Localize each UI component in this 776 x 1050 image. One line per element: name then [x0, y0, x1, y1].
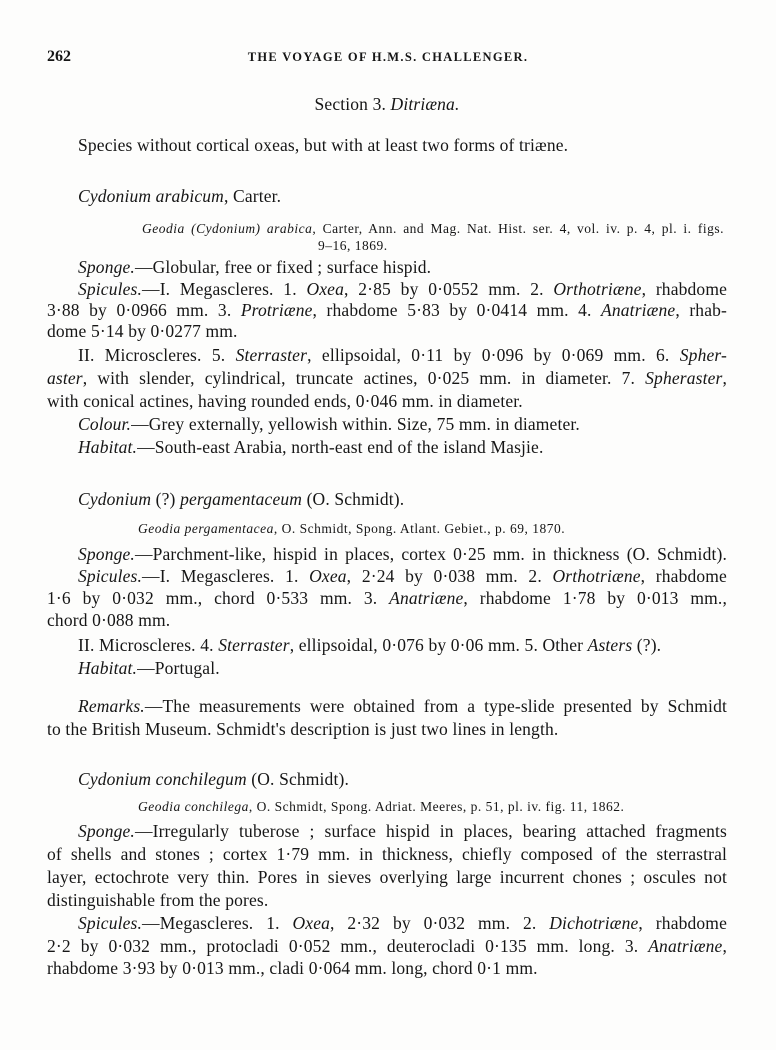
text-run: —Globular, free or fixed ; surface hispid.	[134, 257, 432, 277]
italic-term: Orthotriæne	[552, 566, 641, 586]
italic-term: Habitat.	[78, 437, 138, 457]
text-run: , rhabdome	[641, 279, 727, 299]
species-name	[47, 768, 727, 790]
italic-term: Spher-	[679, 345, 727, 365]
italic-term: Remarks.	[78, 696, 145, 716]
italic-term: Asters	[587, 635, 633, 655]
microscleres-description-line	[47, 367, 727, 389]
sponge-description-line	[47, 843, 727, 865]
italic-term: Habitat.	[78, 658, 138, 678]
text-run: to the British Museum. Schmidt's description is just two lines in length.	[47, 719, 559, 739]
colour-description	[47, 413, 727, 435]
text-run: , with slender, cylindrical, truncate actines, 0·025 mm. in diameter. 7.	[82, 368, 646, 388]
italic-term: Anatriæne	[389, 588, 464, 608]
text-run: II. Microscleres. 4.	[78, 635, 219, 655]
spicules-description-line	[47, 609, 727, 631]
text-run: (O. Schmidt).	[246, 769, 349, 789]
italic-term: Sponge.	[78, 257, 135, 277]
text-run: dome 5·14 by 0·0277 mm.	[47, 321, 238, 341]
italic-term: Oxea	[306, 279, 344, 299]
italic-term: Dichotriæne	[549, 913, 639, 933]
text-run: —Grey externally, yellowish within. Size, 75 mm. in diameter.	[131, 414, 580, 434]
text-run: ,	[722, 368, 727, 388]
text-run: —Parchment-like, hispid in places, cortex 0·25 mm. in thickness (O. Schmidt).	[134, 544, 727, 564]
text-run: chord 0·088 mm.	[47, 610, 171, 630]
text-run: —The measurements were obtained from a type-slide presented by Schmidt	[144, 696, 727, 716]
text-run: , rhab-	[675, 300, 727, 320]
microscleres-description-line	[47, 344, 727, 366]
spicules-description-line	[47, 957, 727, 979]
text-run: , rhabdome 5·83 by 0·0414 mm. 4.	[312, 300, 602, 320]
sponge-description-line	[47, 820, 727, 842]
microscleres-description-line	[47, 390, 727, 412]
text-run: 3·88 by 0·0966 mm. 3.	[47, 300, 241, 320]
spicules-description-line	[47, 299, 727, 321]
italic-term: Protriæne	[240, 300, 313, 320]
italic-term: Spicules.	[78, 913, 143, 933]
text-run: , 2·24 by 0·038 mm. 2.	[346, 566, 553, 586]
italic-term: Oxea	[292, 913, 331, 933]
sponge-description-line	[47, 889, 727, 911]
habitat-description	[47, 657, 727, 679]
text-run: (?).	[632, 635, 662, 655]
italic-term: aster	[47, 368, 83, 388]
italic-term: Spheraster	[645, 368, 723, 388]
text-run: with conical actines, having rounded ends, 0·046 mm. in diameter.	[47, 391, 523, 411]
synonymy-citation-line	[138, 798, 624, 815]
italic-term: Cydonium arabicum	[78, 186, 224, 206]
italic-term: Cydonium conchilegum	[78, 769, 247, 789]
text-run: 1·6 by 0·032 mm., chord 0·533 mm. 3.	[47, 588, 390, 608]
habitat-description	[47, 436, 727, 458]
synonymy-citation-line	[138, 520, 565, 537]
text-run: rhabdome 3·93 by 0·013 mm., cladi 0·064 mm. long, chord 0·1 mm.	[47, 958, 538, 978]
italic-term: Sponge.	[78, 544, 135, 564]
italic-term: Sterraster	[218, 635, 290, 655]
text-run: (O. Schmidt).	[302, 489, 405, 509]
italic-term: Geodia conchilega	[138, 799, 249, 814]
text-run: —Irregularly tuberose ; surface hispid in places, bearing attached fragments	[134, 821, 727, 841]
text-run: , rhabdome 1·78 by 0·013 mm.,	[463, 588, 727, 608]
text-run: Section 3.	[314, 94, 391, 114]
remarks-line	[47, 718, 727, 740]
text-run: distinguishable from the pores.	[47, 890, 269, 910]
text-run: ,	[722, 936, 727, 956]
text-run: of shells and stones ; cortex 1·79 mm. in thickness, chiefly composed of the sterrastral	[47, 844, 727, 864]
spicules-description-line	[47, 565, 727, 587]
text-run: , O. Schmidt, Spong. Atlant. Gebiet., p. 69, 1870.	[273, 521, 566, 536]
text-run: , ellipsoidal, 0·076 by 0·06 mm. 5. Other	[289, 635, 588, 655]
text-run: , ellipsoidal, 0·11 by 0·096 by 0·069 mm. 6.	[307, 345, 680, 365]
italic-term: Geodia pergamentacea	[138, 521, 274, 536]
spicules-description-line	[47, 320, 727, 342]
spicules-description-line	[47, 935, 727, 957]
page-number: 262	[47, 48, 71, 65]
sponge-description	[47, 543, 727, 565]
sponge-description-line	[47, 866, 727, 888]
italic-term: Spicules.	[78, 566, 143, 586]
italic-term: Geodia (Cydonium) arabica	[142, 221, 313, 236]
sponge-description	[47, 256, 727, 278]
text-run: —I. Megascleres. 1.	[142, 279, 307, 299]
italic-term: Sterraster	[235, 345, 308, 365]
italic-term: Colour.	[78, 414, 132, 434]
text-run: , rhabdome	[640, 566, 727, 586]
text-run: II. Microscleres. 5.	[78, 345, 236, 365]
text-run: , rhabdome	[638, 913, 727, 933]
text-run: —Portugal.	[137, 658, 220, 678]
text-run: , 2·85 by 0·0552 mm. 2.	[344, 279, 554, 299]
text-run: —I. Megascleres. 1.	[142, 566, 310, 586]
text-run: —South-east Arabia, north-east end of the island Masjie.	[137, 437, 544, 457]
synonymy-citation-line	[142, 220, 724, 237]
remarks-line	[47, 695, 727, 717]
species-name	[47, 488, 727, 510]
italic-term: Oxea	[309, 566, 347, 586]
italic-term: Anatriæne	[648, 936, 723, 956]
text-run: (?)	[151, 489, 181, 509]
species-name	[47, 185, 727, 207]
section-heading	[47, 93, 727, 115]
text-run: , Carter, Ann. and Mag. Nat. Hist. ser. 4, vol. iv. p. 4, pl. i. figs.	[312, 221, 724, 236]
italic-term: Sponge.	[78, 821, 135, 841]
italic-term: pergamentaceum	[180, 489, 303, 509]
spicules-description-line	[47, 587, 727, 609]
italic-term: Orthotriæne	[553, 279, 642, 299]
text-run: , 2·32 by 0·032 mm. 2.	[330, 913, 550, 933]
synonymy-citation-line	[318, 237, 388, 254]
text-run: 9–16, 1869.	[318, 238, 388, 253]
italic-term: Ditriæna.	[390, 94, 460, 114]
text-run: , O. Schmidt, Spong. Adriat. Meeres, p. 51, pl. iv. fig. 11, 1862.	[248, 799, 625, 814]
italic-term: Spicules.	[78, 279, 143, 299]
running-title: THE VOYAGE OF H.M.S. CHALLENGER.	[247, 50, 529, 64]
text-run: Species without cortical oxeas, but with at least two forms of triæne.	[78, 135, 569, 155]
spicules-description-line	[47, 278, 727, 300]
text-run: layer, ectochrote very thin. Pores in sieves overlying large incurrent chones ; oscules not	[47, 867, 727, 887]
text-run: , Carter.	[223, 186, 282, 206]
microscleres-description	[47, 634, 727, 656]
text-run: —Megascleres. 1.	[142, 913, 293, 933]
spicules-description-line	[47, 912, 727, 934]
text-run: 2·2 by 0·032 mm., protocladi 0·052 mm., deuterocladi 0·135 mm. long. 3.	[47, 936, 649, 956]
italic-term: Cydonium	[78, 489, 152, 509]
italic-term: Anatriæne	[601, 300, 676, 320]
section-intro	[47, 134, 727, 156]
